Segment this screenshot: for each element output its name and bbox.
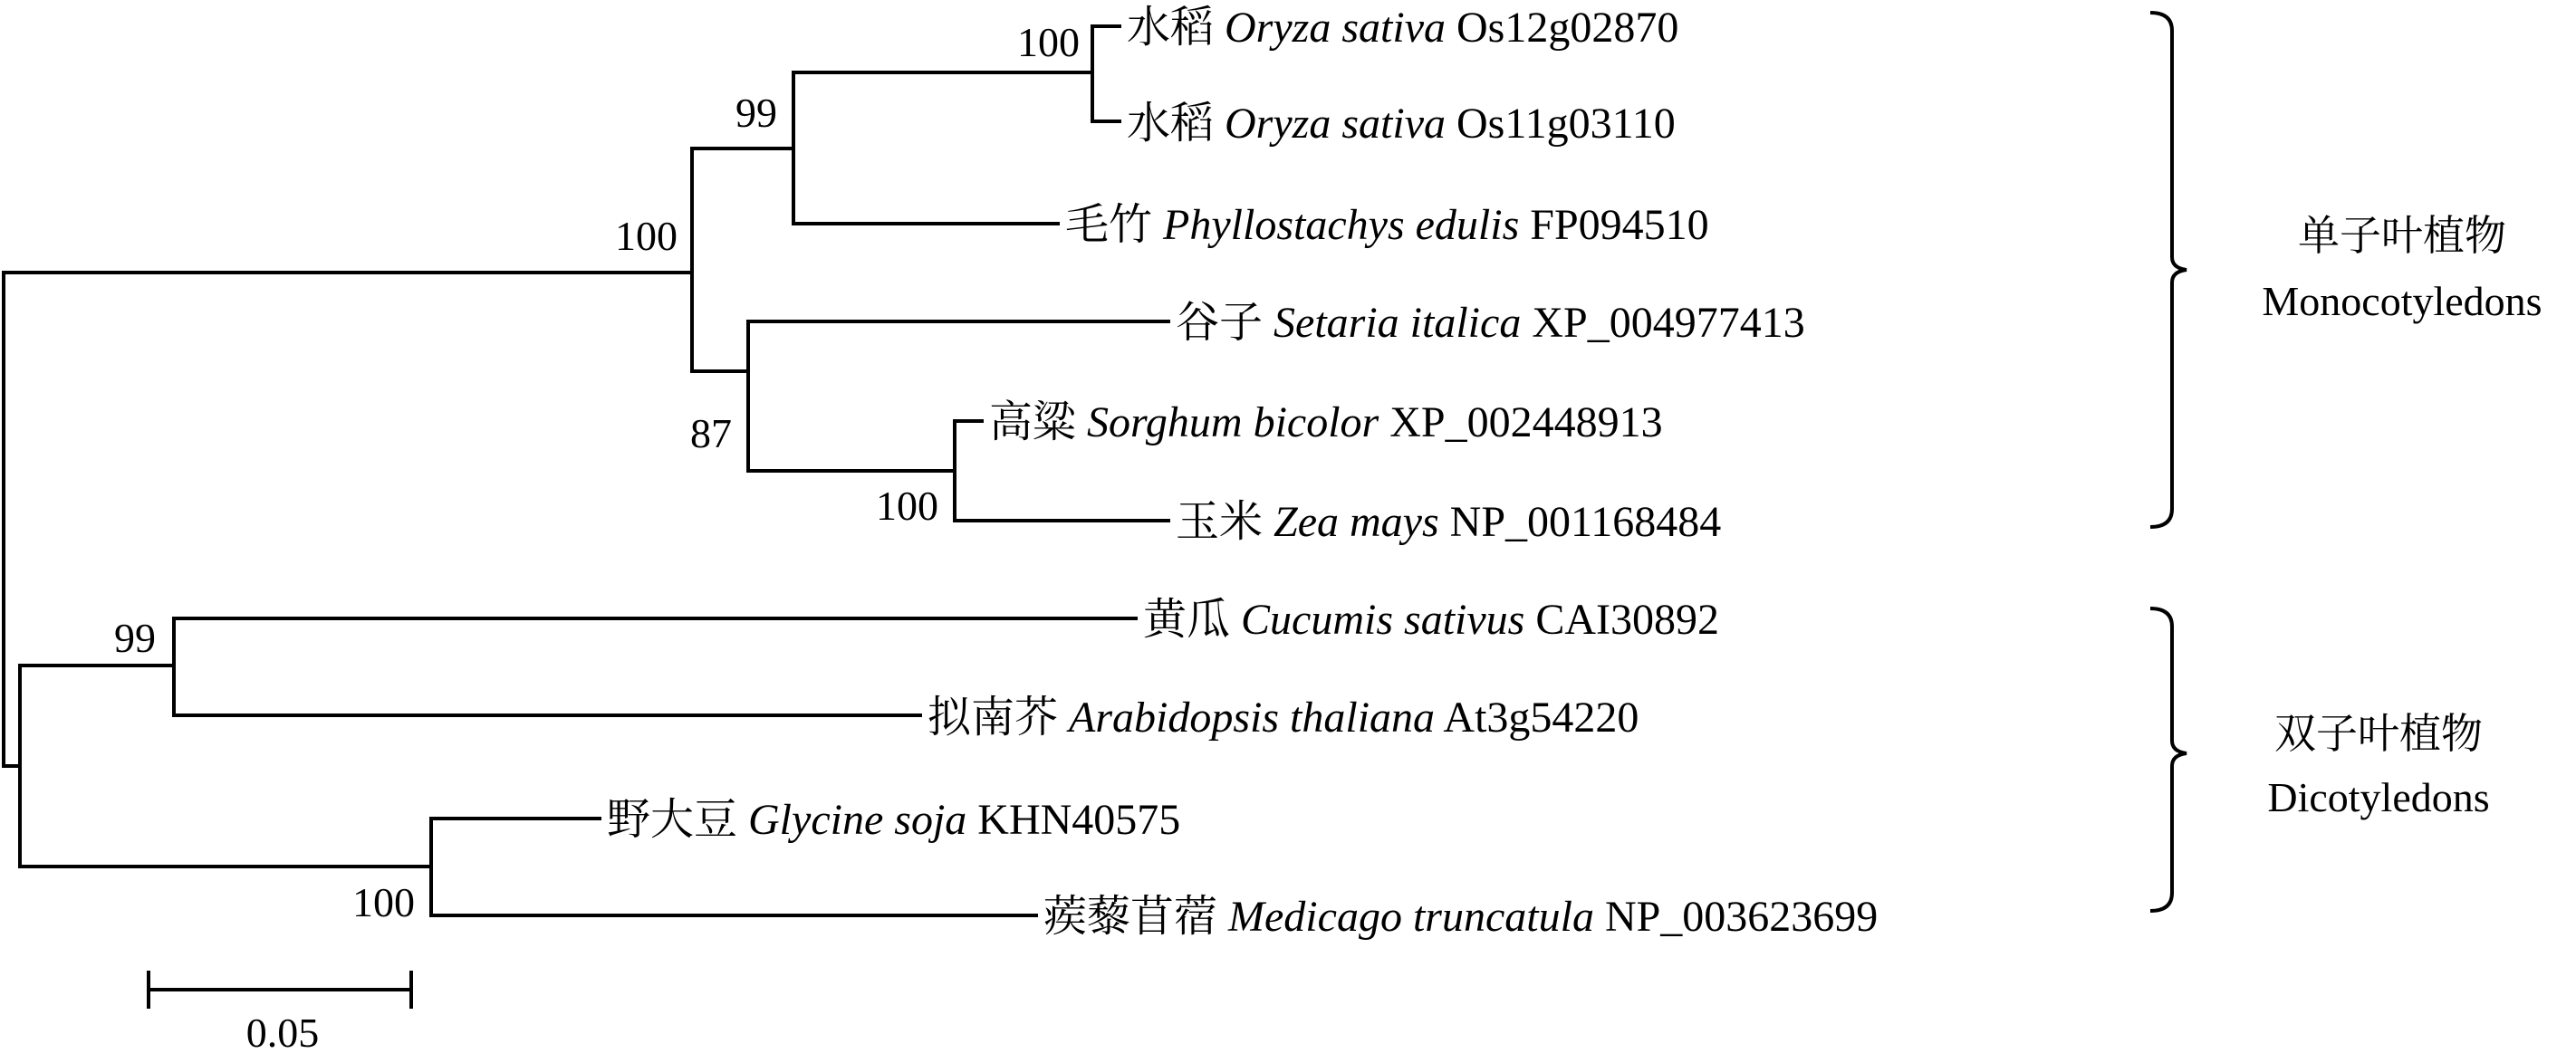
taxon-label: 水稻 Oryza sativa Os12g02870 — [1127, 4, 1679, 52]
group-labels — [2262, 213, 2542, 820]
taxon-label: 毛竹 Phyllostachys edulis FP094510 — [1065, 201, 1709, 249]
taxon-label: 水稻 Oryza sativa Os11g03110 — [1127, 100, 1676, 148]
group-label-en: Monocotyledons — [2262, 278, 2542, 324]
scale-bar-label: 0.05 — [245, 1010, 320, 1056]
support-value: 100 — [876, 483, 938, 529]
support-value: 99 — [735, 90, 777, 136]
group-brackets — [2150, 13, 2187, 911]
support-value: 87 — [690, 410, 732, 456]
monocot-bracket — [2150, 13, 2187, 527]
taxon-label: 谷子 Setaria italica XP_004977413 — [1176, 299, 1805, 347]
group-label-cn: 双子叶植物 — [2274, 711, 2483, 757]
group-label-cn: 单子叶植物 — [2298, 213, 2506, 259]
taxon-label: 黄瓜 Cucumis sativus CAI30892 — [1143, 596, 1720, 644]
group-label-en: Dicotyledons — [2267, 774, 2490, 820]
support-value: 100 — [1017, 19, 1080, 65]
scale-bar — [149, 972, 411, 1056]
taxon-label: 玉米 Zea mays NP_001168484 — [1176, 498, 1722, 546]
taxon-label: 蒺藜苜蓿 Medicago truncatula NP_003623699 — [1043, 893, 1879, 941]
dicot-bracket — [2150, 608, 2187, 911]
tree-branches — [4, 26, 1168, 915]
taxon-label: 拟南芥 Arabidopsis thaliana At3g54220 — [928, 694, 1639, 742]
taxon-label: 高粱 Sorghum bicolor XP_002448913 — [989, 398, 1663, 446]
support-value: 100 — [352, 879, 415, 925]
support-value: 100 — [615, 213, 678, 259]
support-value: 99 — [114, 615, 156, 661]
taxon-label: 野大豆 Glycine soja KHN40575 — [607, 796, 1181, 844]
